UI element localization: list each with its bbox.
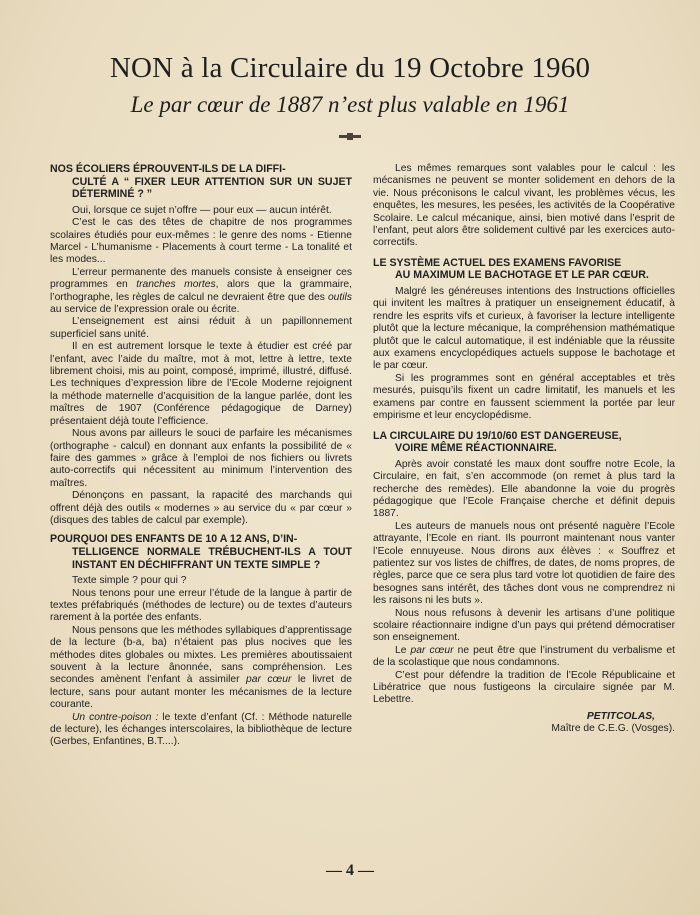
paragraph: Les mêmes remarques sont valables pour le calcul : les mécanismes ne peuvent se monter solidement en dehors de la vie. Nous préconisons le calcul vivant, les problèmes vécus, les enquêtes, les mesures, les pesées, les activités de la Coopérative Scolaire. Le calcul mécanique, ainsi, bien motivé dans l’esprit de l’enfant, peut alors être solidement cultivé par les exercices auto-correctifs. <box>373 163 675 249</box>
heading-line: TELLIGENCE NORMALE TRÉBUCHENT-ILS A TOUT INSTANT EN DÉCHIFFRANT UN TEXTE SIMPLE ? <box>72 545 352 571</box>
page-title: NON à la Circulaire du 19 Octobre 1960 <box>109 52 591 84</box>
left-column <box>50 163 352 749</box>
heading-line: LE SYSTÈME ACTUEL DES EXAMENS FAVORISE <box>373 256 622 269</box>
heading-line: POURQUOI DES ENFANTS DE 10 A 12 ANS, D’IN- <box>50 533 298 546</box>
paragraph: Il en est autrement lorsque le texte à étudier est créé par l’enfant, avec l’aide du maître, mot à mot, lettre à lettre, texte librement choisi, mis au point, composé, imprimé, illustré, diffusé. Les techniques d’expression libre de l’Ecole Moderne rejoignent la méthode maternelle d’acquisition de la langue parlée, dont les maîtres de 1907 (Conférence pédagogique de Darney) présentaient déjà toute l’efficience. <box>50 341 352 427</box>
section-heading-reading <box>50 533 352 571</box>
text-run: le texte d’enfant (Cf. : Méthode naturelle de lecture), les échanges interscolaires, la bibliothèque de lecture (Gerbes, Enfantines, B.T....). <box>50 711 352 748</box>
paragraph: Texte simple ? pour qui ? <box>72 575 187 587</box>
text-run: ne peut être que l’instrument du verbalisme et de la scolastique que nous condamnons. <box>373 644 675 669</box>
paragraph <box>50 267 352 317</box>
paragraph: Oui, lorsque ce sujet n’offre — pour eux — aucun intérêt. <box>72 204 332 216</box>
emphasis: par cœur <box>246 674 292 686</box>
emphasis: Un contre-poison : <box>72 711 159 723</box>
page-number: — 4 — <box>326 862 374 879</box>
section-heading-circular <box>373 430 675 455</box>
signature-title: Maître de C.E.G. (Vosges). <box>551 723 675 735</box>
section-heading-attention <box>50 163 352 201</box>
heading-line: LA CIRCULAIRE DU 19/10/60 EST DANGEREUSE, <box>373 429 622 442</box>
paragraph: L’enseignement est ainsi réduit à un papillonnement superficiel sans unité. <box>50 316 352 340</box>
paragraph: C’est le cas des têtes de chapitre de nos programmes scolaires étudiés pour eux-mêmes : le genre des noms - Etienne Marcel - L’humanisme - Placements à court terme - La tonalité et les modes... <box>50 217 352 266</box>
text-run: Nous pensons que les méthodes syllabiques d’apprentissage de la lecture (b-a, ba) n’étaient pas plus nocives que les méthodes dites globales ou mixtes. Les premières aboutissaient souvent à la lecture ânonnée, sans compréhension. Les secondes amènent l’enfant à assimiler <box>50 624 352 686</box>
ornament-divider-icon <box>339 133 361 140</box>
signature-name: PETITCOLAS, <box>586 710 655 722</box>
text-run: le livret de lecture, sans pour autant monter les mécanismes de la lecture courante. <box>50 674 352 711</box>
paragraph: Si les programmes sont en général acceptables et très mesurés, puisqu’ils fixent un cadre limitatif, les manuels et les examens par contre en faussent sciemment la portée par leur empirisme et leur encyclopédisme. <box>373 372 675 422</box>
text-run: L’erreur permanente des manuels consiste à enseigner ces programmes en <box>50 266 352 291</box>
paragraph: Après avoir constaté les maux dont souffre notre Ecole, la Circulaire, en fait, s’en accommode (on remet à plus tard la recherche des remèdes). Elle abandonne la voie du progrès pédagogique que l’Ecole Française cherche et définit depuis 1887. <box>373 458 675 520</box>
heading-line: NOS ÉCOLIERS ÉPROUVENT-ILS DE LA DIFFI- <box>50 163 286 175</box>
heading-line: CULTÉ A “ FIXER LEUR ATTENTION SUR UN SUJET DÉTERMINÉ ? ” <box>72 175 352 201</box>
paragraph: Nous avons par ailleurs le souci de parfaire les mécanismes (orthographe - calcul) en donnant aux enfants la possibilité de « faire des gammes » grâce à l’emploi de nos fichiers ou livrets auto-correctifs qui nécessitent au minimum l’intervention des maîtres. <box>50 428 352 489</box>
paragraph: C’est pour défendre la tradition de l’Ecole Républicaine et Libératrice que nous fustigeons la circulaire signée par M. Lebettre. <box>373 669 675 706</box>
heading-line: VOIRE MÊME RÉACTIONNAIRE. <box>395 442 557 455</box>
emphasis: tranches mortes <box>136 279 216 291</box>
heading-line: AU MAXIMUM LE BACHOTAGE ET LE PAR CŒUR. <box>395 269 649 282</box>
paragraph: Les auteurs de manuels nous ont présenté naguère l’Ecole attrayante, l’Ecole en riant. Ils pourront maintenant nous vanter l’Ecole ennuyeuse. Nous dirons aux élèves : « Souffrez et patientez sur vos listes de chiffres, de dates, de noms propres, de règles, parce que ce sera plus tard votre lot quotidien de faire des besognes sans intérêt, des tâches dont vous ne comprendrez ni les raisons ni les buts ». <box>373 520 675 607</box>
paragraph <box>373 645 675 670</box>
text-run: , alors que la grammaire, l’orthographe, les règles de calcul ne devraient être que des <box>50 279 352 303</box>
section-heading-exams <box>373 257 675 282</box>
paragraph <box>50 712 352 749</box>
text-run: Le <box>395 644 411 656</box>
paragraph: Nous tenons pour une erreur l’étude de la langue à partir de textes préfabriqués (méthodes de lecture) ou de textes d’auteurs rarement à la portée des enfants. <box>50 587 352 624</box>
paragraph: Nous nous refusons à devenir les artisans d’une politique scolaire réactionnaire indigne d’un pays qui prétend démocratiser son enseignement. <box>373 607 675 644</box>
paragraph: Dénonçons en passant, la rapacité des marchands qui offrent déjà des outils « modernes » au service du « par cœur » (disques des tables de calcul par exemple). <box>50 490 352 526</box>
paragraph <box>50 625 352 712</box>
text-run: au service de l’expression orale ou écrite. <box>50 304 240 316</box>
emphasis: par cœur <box>410 644 454 656</box>
right-column <box>373 163 675 736</box>
page-subtitle: Le par cœur de 1887 n’est plus valable en 1961 <box>130 92 570 117</box>
paragraph: Malgré les généreuses intentions des Instructions officielles qui invitent les maîtres à pratiquer un enseignement éducatif, à rendre les esprits vifs et curieux, à favoriser la lecture intelligente plutôt que la lecture mécanique, la compréhension mathématique plutôt que le calcul automatique, il est indéniable que la réussite aux examens encyclopédiques actuels suppose le bachotage et le par cœur. <box>373 286 675 372</box>
emphasis: outils <box>327 291 352 303</box>
